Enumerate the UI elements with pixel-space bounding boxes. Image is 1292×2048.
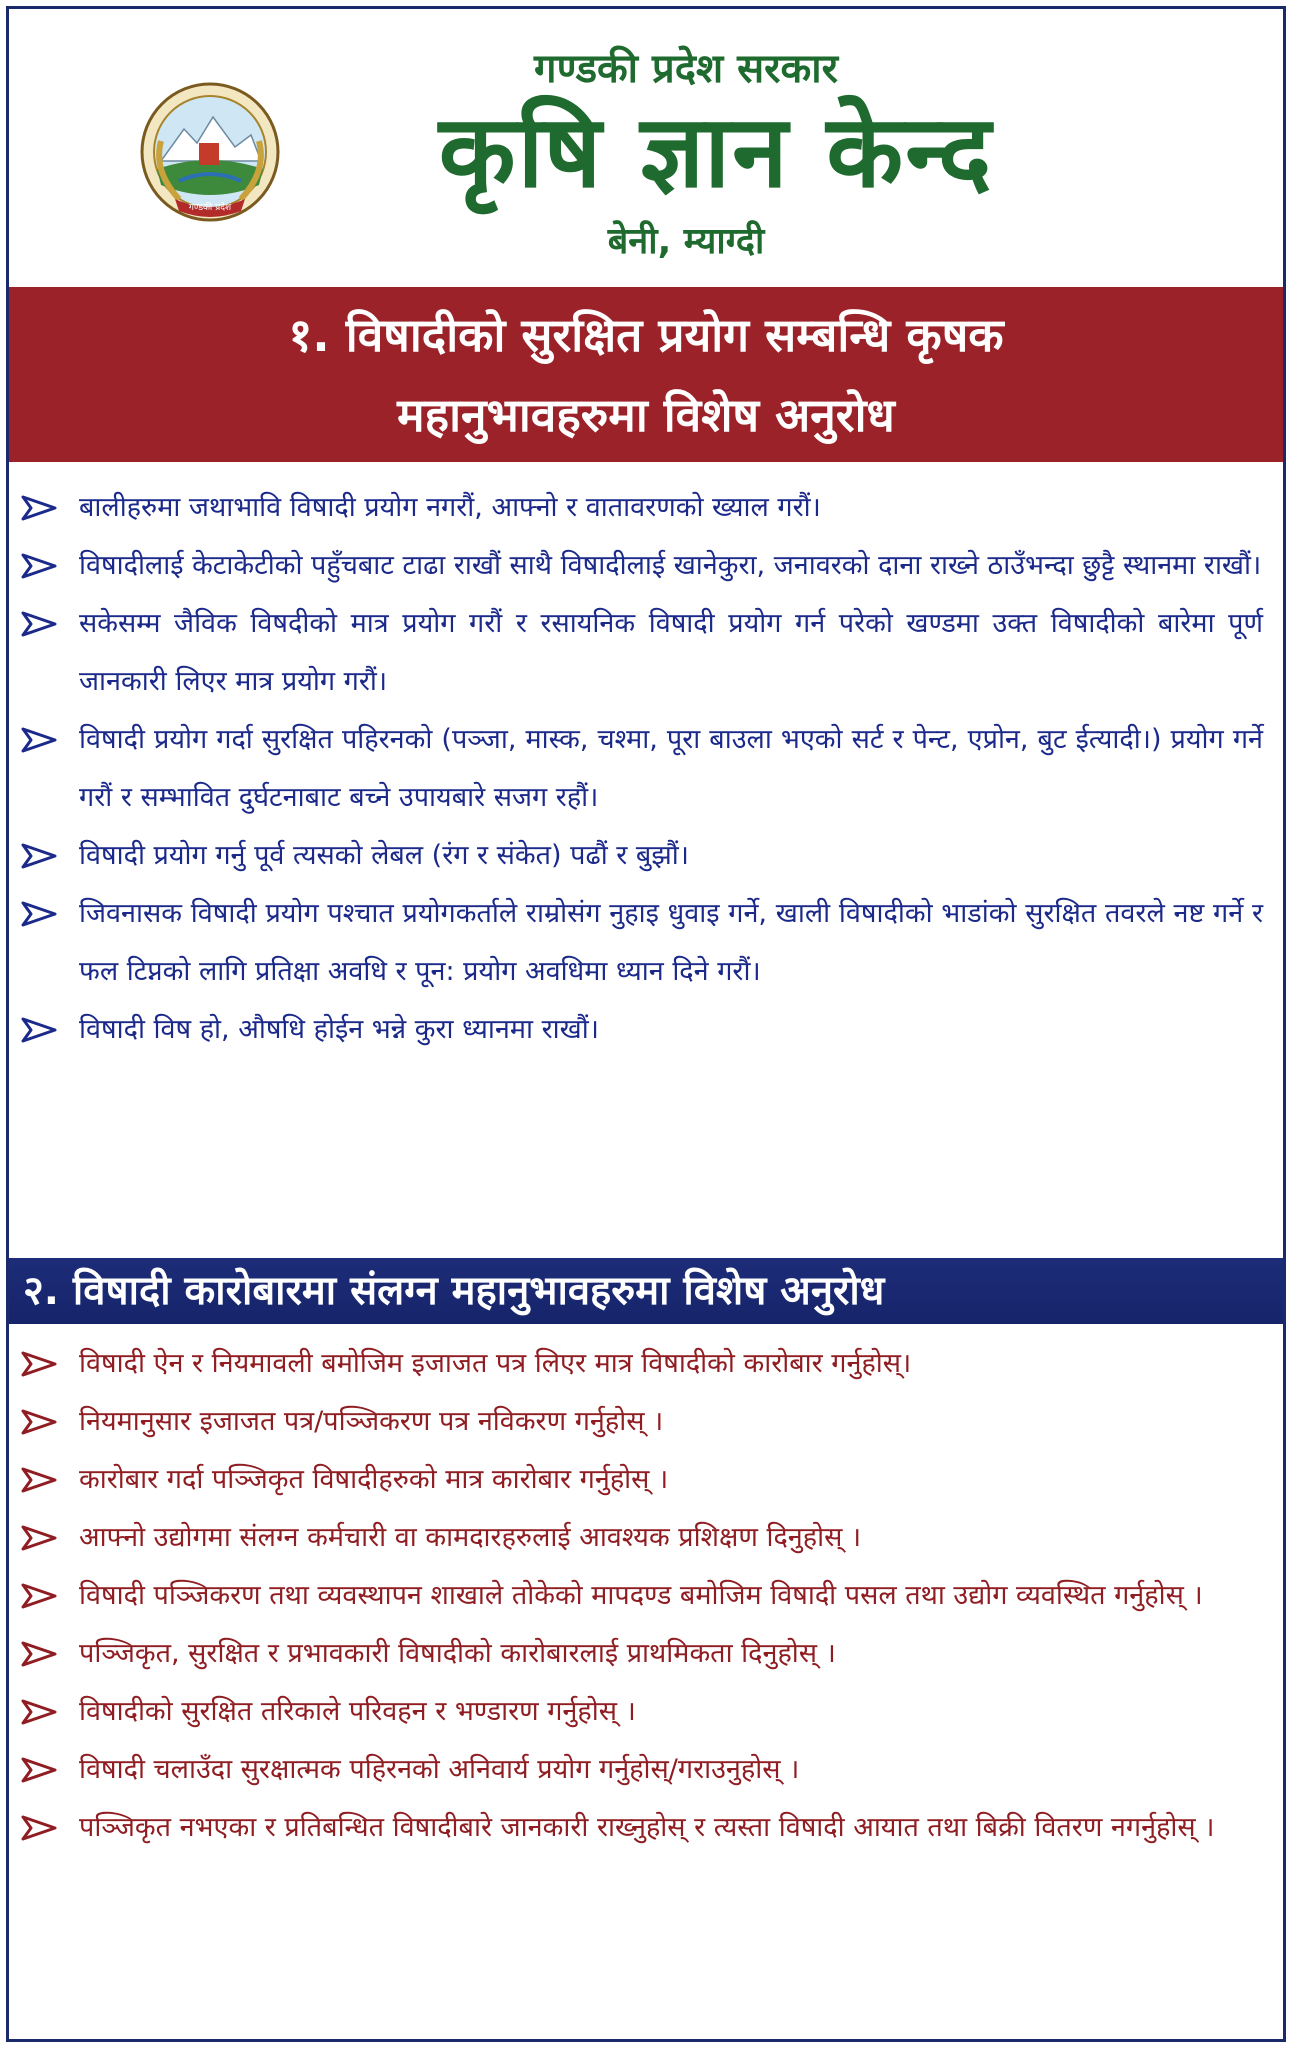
- list-item: [9, 1451, 1283, 1509]
- section1-heading: [9, 287, 1283, 462]
- seal-text: गण्डकी प्रदेश: [188, 203, 232, 213]
- arrow-bullet-icon: [21, 1351, 57, 1377]
- list-item-text: विषादी प्रयोग गर्दा सुरक्षित पहिरनको (पञ्जा, मास्क, चश्मा, पूरा बाउला भएको सर्ट र पेन्ट, एप्रोन, बुट ईत्यादी।) प्रयोग गर्ने गरौं र सम्भावित दुर्घटनाबाट बच्ने उपायबारे सजग रहौं।: [79, 724, 1263, 813]
- section2-heading: २. विषादी कारोबारमा संलग्न महानुभावहरुमा विशेष अनुरोध: [9, 1258, 1283, 1324]
- list-item: [9, 1509, 1283, 1567]
- arrow-bullet-icon: [21, 843, 57, 869]
- section2-list: [9, 1335, 1283, 1857]
- list-item: [9, 1567, 1283, 1625]
- list-item-text: विषादीलाई केटाकेटीको पहुँचबाट टाढा राखौं साथै विषादीलाई खानेकुरा, जनावरको दाना राख्ने ठाउँभन्दा छुट्टै स्थानमा राखौं।: [79, 550, 1262, 581]
- list-item-text: पञ्जिकृत नभएका र प्रतिबन्धित विषादीबारे जानकारी राख्नुहोस् र त्यस्ता विषादी आयात तथा बिक्री वितरण नगर्नुहोस् ।: [79, 1812, 1215, 1843]
- list-item-text: सकेसम्म जैविक विषदीको मात्र प्रयोग गरौं र रसायनिक विषादी प्रयोग गर्न परेको खण्डमा उक्त विषादीको बारेमा पूर्ण जानकारी लिएर मात्र प्रयोग गरौं।: [79, 608, 1263, 697]
- list-item: [9, 1625, 1283, 1683]
- list-item: [9, 1683, 1283, 1741]
- section1-heading-line2: महानुभावहरुमा विशेष अनुरोध: [397, 388, 895, 442]
- arrow-bullet-icon: [21, 553, 57, 579]
- list-item-text: विषादी चलाउँदा सुरक्षात्मक पहिरनको अनिवार्य प्रयोग गर्नुहोस्/गराउनुहोस् ।: [79, 1754, 800, 1785]
- arrow-bullet-icon: [21, 1467, 57, 1493]
- arrow-bullet-icon: [21, 1583, 57, 1609]
- list-item-text: विषादी ऐन र नियमावली बमोजिम इजाजत पत्र लिएर मात्र विषादीको कारोबार गर्नुहोस्।: [79, 1348, 912, 1379]
- arrow-bullet-icon: [21, 1699, 57, 1725]
- list-item: [9, 479, 1283, 537]
- poster: [6, 6, 1286, 2042]
- list-item-text: विषादी विष हो, औषधि होईन भन्ने कुरा ध्यानमा राखौं।: [79, 1014, 599, 1045]
- arrow-bullet-icon: [21, 611, 57, 637]
- list-item: [9, 711, 1283, 827]
- section1-heading-line1: १. विषादीको सुरक्षित प्रयोग सम्बन्धि कृषक: [288, 308, 1004, 362]
- arrow-bullet-icon: [21, 1641, 57, 1667]
- list-item: [9, 537, 1283, 595]
- list-item-text: विषादीको सुरक्षित तरिकाले परिवहन र भण्डारण गर्नुहोस् ।: [79, 1696, 636, 1727]
- page-title: कृषि ज्ञान केन्द: [438, 93, 994, 210]
- arrow-bullet-icon: [21, 495, 57, 521]
- arrow-bullet-icon: [21, 1815, 57, 1841]
- list-item-text: कारोबार गर्दा पञ्जिकृत विषादीहरुको मात्र कारोबार गर्नुहोस् ।: [79, 1464, 669, 1495]
- list-item: [9, 1335, 1283, 1393]
- list-item: [9, 1001, 1283, 1059]
- list-item-text: विषादी प्रयोग गर्नु पूर्व त्यसको लेबल (रंग र संकेत) पढौं र बुझौं।: [79, 840, 689, 871]
- list-item: [9, 827, 1283, 885]
- arrow-bullet-icon: [21, 1525, 57, 1551]
- header: [9, 9, 1283, 281]
- list-item-text: पञ्जिकृत, सुरक्षित र प्रभावकारी विषादीको कारोबारलाई प्राथमिकता दिनुहोस् ।: [79, 1638, 836, 1669]
- location: बेनी, म्याग्दी: [607, 221, 765, 262]
- list-item-text: आफ्नो उद्योगमा संलग्न कर्मचारी वा कामदारहरुलाई आवश्यक प्रशिक्षण दिनुहोस् ।: [79, 1522, 862, 1553]
- list-item: [9, 595, 1283, 711]
- list-item: [9, 885, 1283, 1001]
- list-item-text: नियमानुसार इजाजत पत्र/पञ्जिकरण पत्र नविकरण गर्नुहोस् ।: [79, 1406, 664, 1437]
- arrow-bullet-icon: [21, 727, 57, 753]
- list-item-text: विषादी पञ्जिकरण तथा व्यवस्थापन शाखाले तोकेको मापदण्ड बमोजिम विषादी पसल तथा उद्योग व्यवस्थित गर्नुहोस् ।: [79, 1580, 1203, 1611]
- list-item-text: बालीहरुमा जथाभावि विषादी प्रयोग नगरौं, आफ्नो र वातावरणको ख्याल गरौं।: [79, 492, 821, 523]
- arrow-bullet-icon: [21, 901, 57, 927]
- list-item: [9, 1741, 1283, 1799]
- arrow-bullet-icon: [21, 1017, 57, 1043]
- list-item: [9, 1799, 1283, 1857]
- section1-list: [9, 479, 1283, 1059]
- arrow-bullet-icon: [21, 1757, 57, 1783]
- list-item: [9, 1393, 1283, 1451]
- list-item-text: जिवनासक विषादी प्रयोग पश्चात प्रयोगकर्ताले राम्रोसंग नुहाइ धुवाइ गर्ने, खाली विषादीको भाडांको सुरक्षित तवरले नष्ट गर्ने र फल टिप्नको लागि प्रतिक्षा अवधि र पून: प्रयोग अवधिमा ध्यान दिने गरौं।: [79, 898, 1263, 987]
- arrow-bullet-icon: [21, 1409, 57, 1435]
- government-name: गण्डकी प्रदेश सरकार: [534, 46, 838, 92]
